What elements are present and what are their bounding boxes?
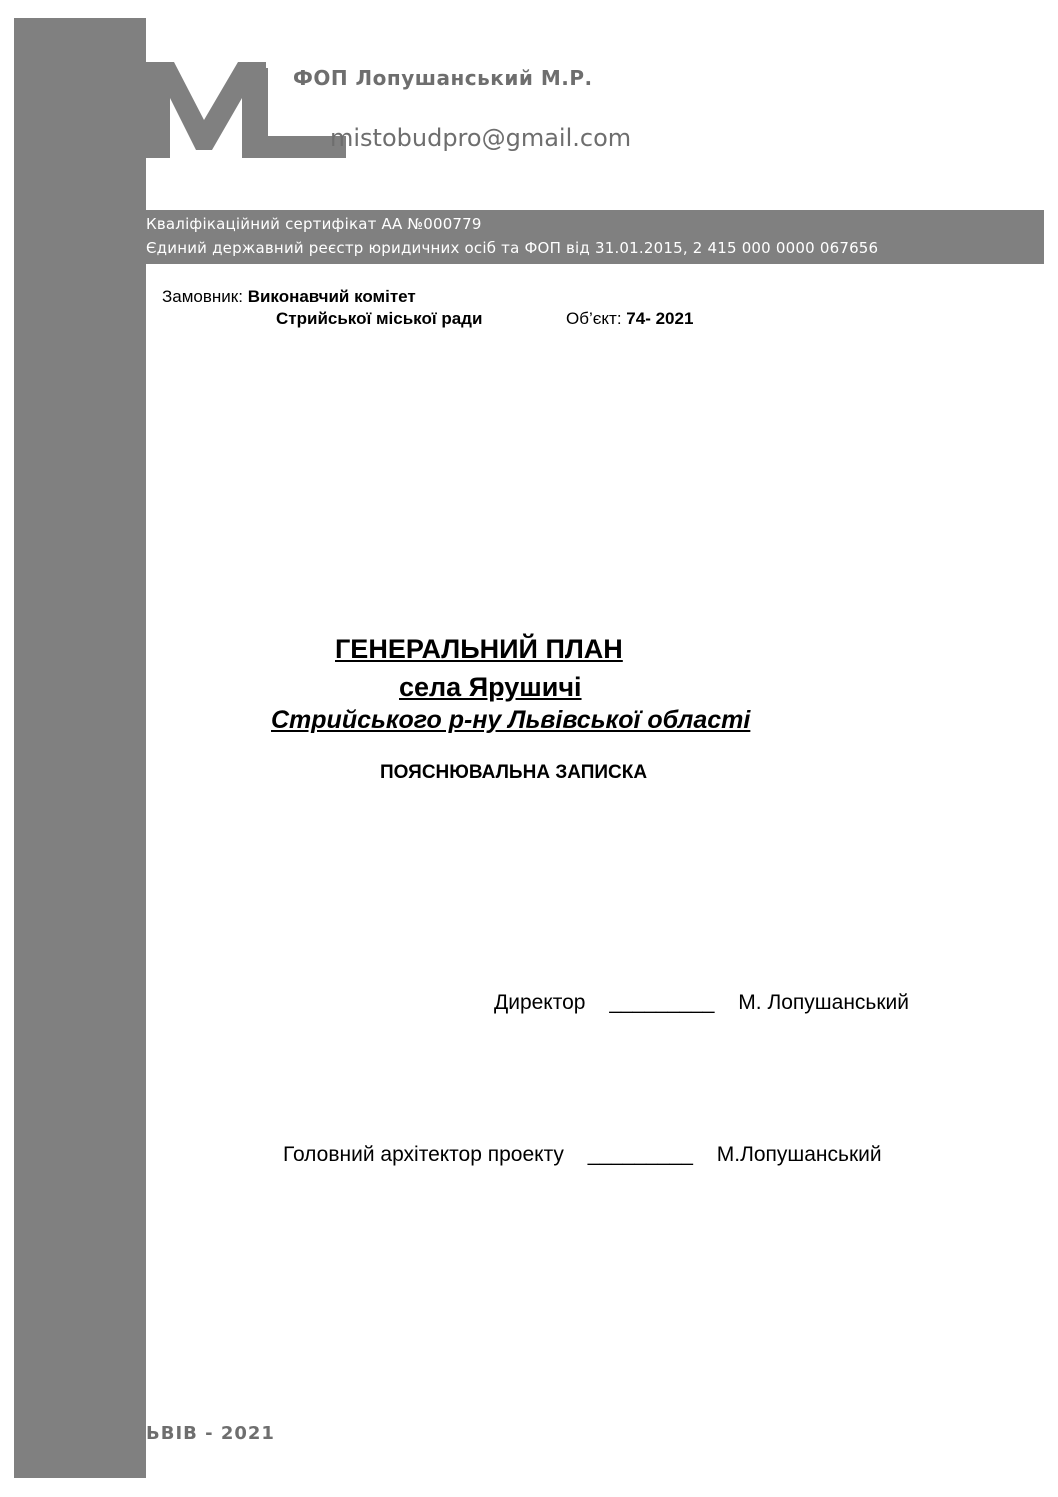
registry-text: Єдиний державний реєстр юридичних осіб та ФОП від 31.01.2015, 2 415 000 0000 067656 <box>146 239 879 257</box>
director-signature-line: _________ <box>609 991 715 1014</box>
company-name: ФОП Лопушанський М.Р. <box>293 66 593 90</box>
footer-city-year: ЬВІВ - 2021 <box>146 1423 275 1444</box>
architect-name: М.Лопушанський <box>716 1143 882 1166</box>
customer-block <box>162 286 416 308</box>
document-title: ГЕНЕРАЛЬНИЙ ПЛАН <box>335 634 623 664</box>
customer-name-line2: Стрийської міської ради <box>276 309 483 328</box>
director-name: М. Лопушанський <box>738 991 910 1014</box>
object-block <box>566 309 693 329</box>
director-role: Директор <box>494 991 586 1014</box>
architect-signature-line: _________ <box>587 1143 693 1166</box>
certificate-banner <box>146 210 1044 264</box>
document-village: села Ярушичі <box>399 672 582 702</box>
company-email: mistobudpro@gmail.com <box>330 124 632 152</box>
certificate-text: Кваліфікаційний сертифікат АА №000779 <box>146 215 482 233</box>
architect-signature-row <box>283 1143 882 1167</box>
left-gray-bar <box>14 18 146 1478</box>
director-signature-row <box>494 991 909 1015</box>
customer-name-line1: Виконавчий комітет <box>247 287 416 306</box>
customer-label: Замовник: <box>162 287 243 306</box>
document-type: ПОЯСНЮВАЛЬНА ЗАПИСКА <box>380 762 648 783</box>
document-region: Стрийського р-ну Львівської області <box>271 706 751 734</box>
architect-role: Головний архітектор проекту <box>283 1143 564 1166</box>
object-value: 74- 2021 <box>626 309 694 328</box>
object-label: Об’єкт: <box>566 309 622 328</box>
